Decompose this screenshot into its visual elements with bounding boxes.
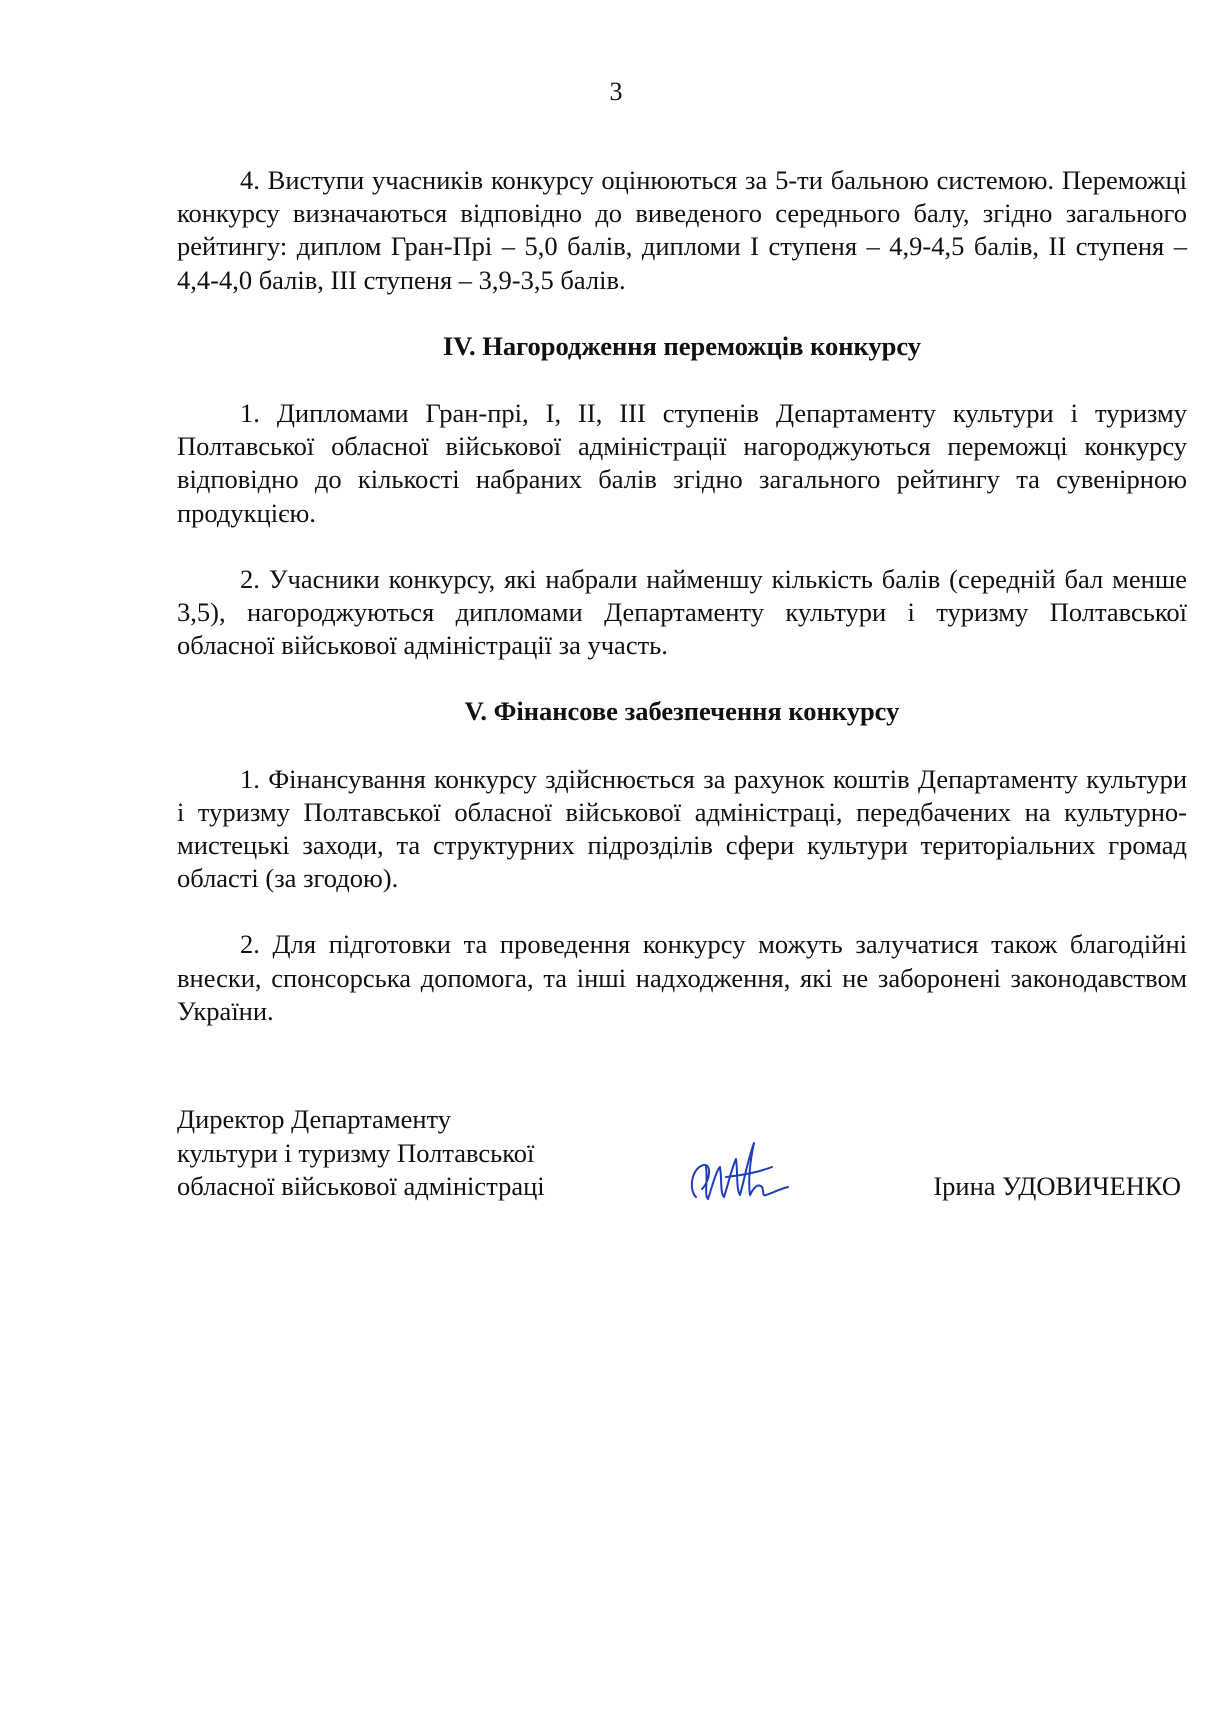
signature-block [177,1103,1187,1223]
paragraph-awards-participation: 2. Учасники конкурсу, які набрали найменшу кількість балів (середній бал менше 3,5), нагороджуються дипломами Департаменту культури і туризму Полтавської обласної військової адміністрації за участь. [177,563,1187,661]
paragraph-financing-sources: 1. Фінансування конкурсу здійснюється за рахунок коштів Департаменту культури і туризму Полтавської обласної військової адміністраці, передбачених на культурно-мистецькі заходи, та структурних підрозділів сфери культури територіальних громад області (за згодою). [177,763,1187,894]
document-body [177,164,1187,1028]
section-heading-financing: V. Фінансове забезпечення конкурсу [464,696,900,727]
signatory-position-line: культури і туризму Полтавської [177,1137,535,1168]
handwritten-signature [682,1137,792,1207]
signatory-position [177,1103,697,1204]
section-heading-awards: IV. Нагородження переможців конкурсу [442,330,922,361]
signatory-position-line: Директор Департаменту [177,1104,452,1134]
signatory-position-line: обласної військової адміністраці [177,1171,545,1201]
page-number: 3 [609,77,623,106]
paragraph-scoring-system: 4. Виступи учасників конкурсу оцінюються за 5-ти бальною системою. Переможці конкурсу визначаються відповідно до виведеного середнього балу, згідно загального рейтингу: диплом Гран-Прі – 5,0 балів, дипломи І ступеня – 4,9-4,5 балів, ІІ ступеня – 4,4-4,0 балів, ІІІ ступеня – 3,9-3,5 балів. [177,165,1187,295]
paragraph-financing-donations: 2. Для підготовки та проведення конкурсу можуть залучатися також благодійні внески, спонсорська допомога, та інші надходження, які не заборонені законодавством України. [177,929,1187,1026]
paragraph-awards-diplomas: 1. Дипломами Гран-прі, І, ІІ, ІІІ ступенів Департаменту культури і туризму Полтавської обласної військової адміністрації нагороджуються переможці конкурсу відповідно до кількості набраних балів згідно загального рейтингу та сувенірною продукцією. [177,398,1187,528]
signatory-name: Ірина УДОВИЧЕНКО [933,1171,1181,1201]
